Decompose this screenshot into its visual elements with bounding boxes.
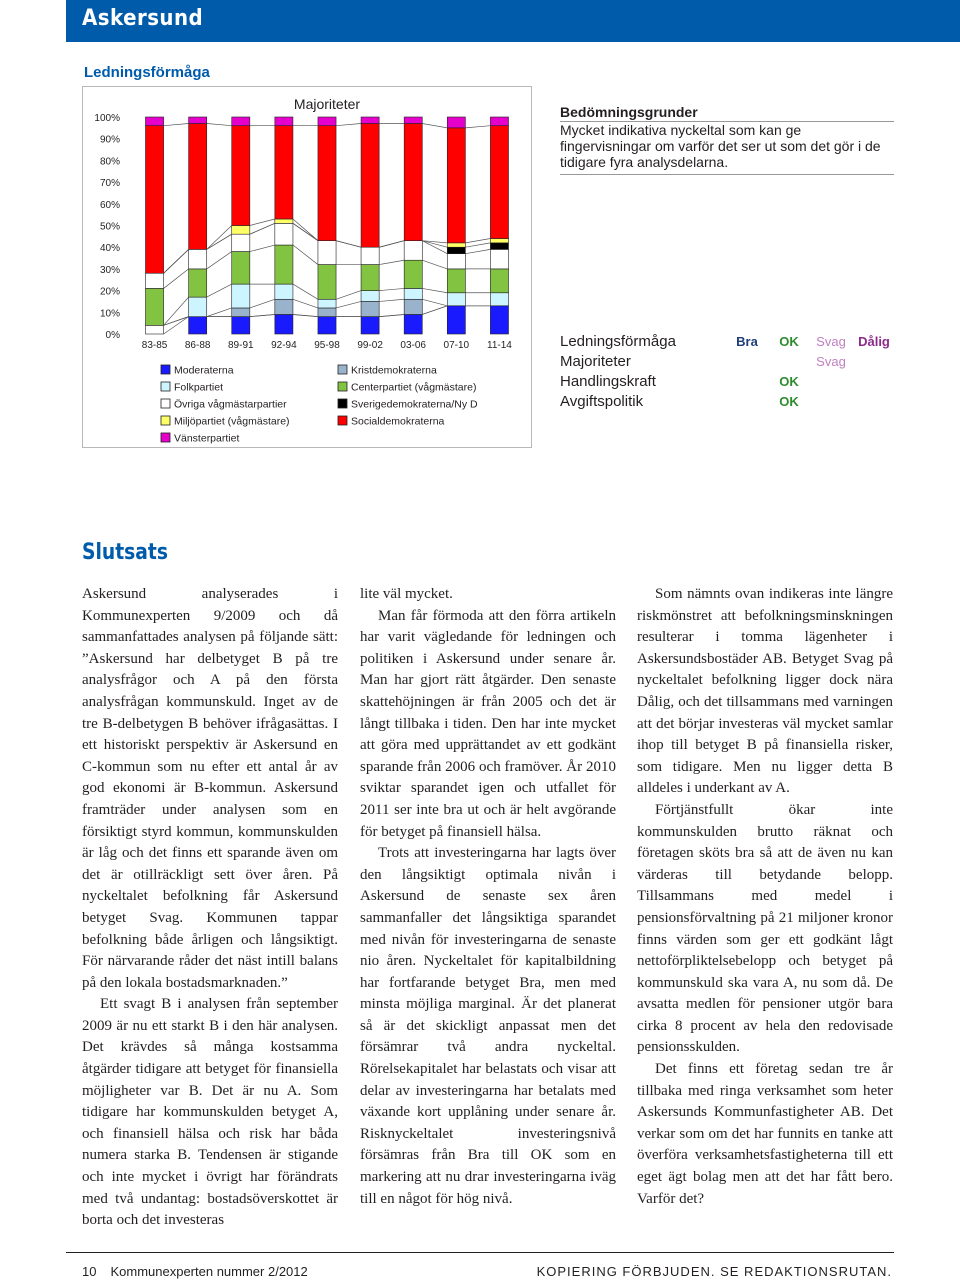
paragraph: Man får förmoda att den förra artikeln har varit vägledande för ledningen och politiken i Askersund under senare år. Man har gjort rätt åtgärder. Den senaste skattehöjningen är från 2005 och det är långt tillbaka i tiden. Den har inte mycket att göra med upprättandet av ett godkänt sparande från 2006 och framöver. År 2010 sviktar sparandet igen och utfallet för 2011 ser inte bra ut och är helt avgörande för betyget på finansiell hälsa. <box>360 607 616 840</box>
bar-segment <box>189 249 207 269</box>
series-connector <box>379 288 404 290</box>
bar-segment <box>189 269 207 297</box>
bar-segment <box>275 299 293 314</box>
series-connector <box>250 314 275 316</box>
series-connector <box>379 241 404 248</box>
legend-label: Moderaterna <box>174 364 234 377</box>
section-label: Ledningsförmåga <box>84 64 210 81</box>
bar-segment <box>361 124 379 248</box>
y-tick-label: 70% <box>99 178 120 190</box>
series-connector <box>164 317 189 334</box>
legend-label: Vänsterpartiet <box>174 432 240 445</box>
publication-name: Kommunexperten nummer 2/2012 <box>110 1264 308 1279</box>
grade-dalig: Dålig <box>858 333 890 349</box>
legend-swatch <box>338 399 347 408</box>
bar-segment <box>146 273 164 288</box>
grade-svag: Svag <box>816 333 846 349</box>
bar-segment <box>275 219 293 223</box>
y-tick-label: 10% <box>99 308 120 320</box>
majority-chart <box>83 87 531 447</box>
rating-cell-bra <box>725 371 769 391</box>
y-tick-label: 0% <box>105 330 120 341</box>
series-connector <box>250 219 275 226</box>
bar-segment <box>146 288 164 325</box>
bar-segment <box>490 306 508 334</box>
bar-segment <box>275 284 293 299</box>
text-column-3 <box>637 584 893 1210</box>
bar-segment <box>404 299 422 314</box>
bar-segment <box>146 325 164 334</box>
series-connector <box>250 223 275 234</box>
conclusion-heading: Slutsats <box>82 540 168 565</box>
assessment-text: Mycket indikativa nyckeltal som kan ge fingervisningar om varför det ser ut som det gör i de tidigare fyra analysdelarna. <box>560 122 881 170</box>
x-tick-label: 95-98 <box>314 340 340 351</box>
x-tick-label: 89-91 <box>227 340 254 351</box>
legend-swatch <box>161 382 170 391</box>
page-number: 10 <box>82 1264 97 1279</box>
x-tick-label: 99-02 <box>357 340 383 351</box>
x-tick-label: 03-06 <box>400 340 427 351</box>
bar-segment <box>404 260 422 288</box>
legend-swatch <box>338 416 347 425</box>
series-connector <box>465 239 490 243</box>
y-tick-label: 60% <box>99 199 120 211</box>
legend-swatch <box>161 399 170 408</box>
bar-segment <box>361 117 379 124</box>
bar-segment <box>490 269 508 293</box>
series-connector <box>379 260 404 264</box>
series-connector <box>422 306 447 315</box>
footer-rule <box>66 1252 894 1253</box>
x-tick-label: 92-94 <box>271 340 297 351</box>
rating-table <box>560 331 895 411</box>
series-connector <box>422 299 447 306</box>
bar-segment <box>447 306 465 334</box>
rating-cell-ok <box>769 351 809 371</box>
page-title: Askersund <box>82 6 204 31</box>
rating-cell-svag <box>809 391 853 411</box>
legend-swatch <box>338 382 347 391</box>
rating-cell-ok: OK <box>779 373 799 389</box>
series-connector <box>164 269 189 289</box>
series-connector <box>293 299 318 308</box>
rating-row-label: Avgiftspolitik <box>560 392 644 410</box>
grade-ok: OK <box>779 333 799 349</box>
legend-label: Övriga vågmästarpartier <box>174 398 287 411</box>
series-connector <box>379 314 404 316</box>
bar-segment <box>189 124 207 250</box>
bar-segment <box>490 239 508 243</box>
series-connector <box>336 301 361 308</box>
y-tick-label: 50% <box>99 221 120 233</box>
rating-category: Ledningsförmåga <box>560 332 676 350</box>
series-connector <box>207 284 232 297</box>
legend-swatch <box>161 416 170 425</box>
legend-label: Folkpartiet <box>174 381 224 394</box>
bar-segment <box>361 301 379 316</box>
series-connector <box>293 223 318 240</box>
rating-row-handlingskraft <box>560 371 895 391</box>
legend-swatch <box>161 365 170 374</box>
rating-row-label: Handlingskraft <box>560 372 656 390</box>
paragraph: Som nämnts ovan indikeras inte längre riskmönstret att befolkningsminskningen resulterar i tomma lägenheter i Askersundsbostäder AB. Betyget Svag på nyckeltalet befolkning ligger dock nära Dålig, och det tillsammans med varningen att det börjar investeras väl mycket samlar ihop till betyget B på finansiella risker, som tidigare. Men nu ligger detta B alldeles i underkant av A. <box>637 586 893 797</box>
paragraph: Förtjänstfullt ökar inte kommunskulden brutto räknat och företagen sköts bra så att de även nu kan värderas till betydande belopp. Tillsammans med medel i pensionsförvaltning på 21 miljoner kronor finns värden som ger ett godkänt lågt nettoförpliktelsebelopp och betyget på kommunskuld ska vara A, nu som då. De avsatta medlen för pensioner utgör bara cirka 8 procent av hela den redovisade pensionsskulden. <box>637 801 893 1056</box>
legend-label: Kristdemokraterna <box>351 364 437 377</box>
bar-segment <box>318 265 336 300</box>
series-connector <box>465 126 490 128</box>
rating-cell-dalig <box>853 351 895 371</box>
rating-row-majoriteter <box>560 351 895 371</box>
bar-segment <box>146 117 164 126</box>
chart-box <box>82 86 532 448</box>
series-connector <box>164 249 189 273</box>
bar-segment <box>232 117 250 126</box>
assessment-box <box>560 104 894 175</box>
bar-segment <box>447 254 465 269</box>
bar-segment <box>275 117 293 126</box>
series-connector <box>293 314 318 316</box>
rating-cell-svag <box>809 371 853 391</box>
bar-segment <box>490 126 508 239</box>
assessment-title: Bedömningsgrunder <box>560 104 698 120</box>
rating-cell-svag: Svag <box>816 353 846 369</box>
bar-segment <box>361 317 379 334</box>
series-connector <box>293 219 318 241</box>
bar-segment <box>189 117 207 124</box>
bar-segment <box>318 126 336 241</box>
legend-swatch <box>338 365 347 374</box>
grade-bra: Bra <box>736 333 758 349</box>
rating-cell-bra <box>725 351 769 371</box>
rating-cell-dalig <box>853 391 895 411</box>
series-connector <box>207 226 232 250</box>
bar-segment <box>318 241 336 265</box>
bar-segment <box>275 126 293 219</box>
series-connector <box>164 124 189 126</box>
series-connector <box>336 241 361 248</box>
bar-segment <box>447 269 465 293</box>
bar-segment <box>404 124 422 241</box>
legend-swatch <box>161 433 170 442</box>
paragraph: Ett svagt B i analysen från september 2009 är nu ett starkt B i den här analysen. Det krävdes så många kostsamma åtgärder tidigare att betyget för finansiella möjligheter var B. Det är nu A. Som tidigare har kommunskulden betyget A, och finansiell hälsa och risk har båda numera starka B. Tendensen är stigande och inte mycket i övrigt har förändrats med två undantag: bostadsöverskottet är borta och det investeras <box>82 996 338 1229</box>
x-tick-label: 83-85 <box>141 340 168 351</box>
x-tick-label: 07-10 <box>443 340 470 351</box>
bar-segment <box>361 291 379 302</box>
bar-segment <box>275 245 293 284</box>
series-connector <box>422 260 447 269</box>
series-connector <box>465 249 490 253</box>
paragraph: Det finns ett företag sedan tre år tillbaka med ringa verksamhet som heter Askersunds Kommunfastigheter AB. Det verkar som om det har funnits en tanke att överföra verksamhetsfastigheterna till ett eget ägt bolag men att det har fått bero. Varför det? <box>637 1061 893 1207</box>
rating-cell-bra <box>725 391 769 411</box>
bar-segment <box>189 317 207 334</box>
series-connector <box>422 288 447 292</box>
bar-segment <box>490 293 508 306</box>
y-tick-label: 80% <box>99 156 120 168</box>
series-connector <box>207 124 232 126</box>
rating-cell-ok: OK <box>779 393 799 409</box>
series-connector <box>250 299 275 308</box>
bar-segment <box>447 293 465 306</box>
bar-segment <box>232 126 250 226</box>
series-connector <box>207 234 232 249</box>
bar-segment <box>404 241 422 261</box>
legend-label: Miljöpartiet (vågmästare) <box>174 415 290 428</box>
bar-segment <box>404 314 422 334</box>
rating-header-row <box>560 331 895 351</box>
series-connector <box>293 284 318 299</box>
series-connector <box>336 291 361 300</box>
bar-segment <box>447 128 465 243</box>
y-tick-label: 40% <box>99 243 120 255</box>
series-connector <box>336 124 361 126</box>
rating-cell-dalig <box>853 371 895 391</box>
series-connector <box>250 245 275 252</box>
assessment-rule-bottom <box>560 174 894 175</box>
bar-segment <box>318 317 336 334</box>
bar-segment <box>404 117 422 124</box>
paragraph: Askersund analyserades i Kommunexperten 9/2009 och då sammanfattades analysen på följande sätt: ”Askersund har delbetyget B på tre analysfrågor och A på den första analysfrågan kommunskuld. Inget av de tre B-delbetygen B behöver ifrågasättas. I ett historiskt perspektiv är Askersund en C-kommun som nu efter ett antal år av god ekonomi är B-kommun. Askersund framträder under analysen som en försiktigt styrd kommun, kommunskulden är låg och det finns ett sparande även om det är otillräckligt sett över åren. På nyckeltalet befolkning får Askersund betyget Svag. Kommunen tappar befolkning både årligen och långsiktigt. För närvarande råder det näst intill balans på den lokala bostadsmarknaden.” <box>82 586 338 991</box>
legend-label: Sverigedemokraterna/Ny D <box>351 398 478 411</box>
bar-segment <box>232 226 250 235</box>
bar-segment <box>318 299 336 308</box>
bar-segment <box>275 223 293 245</box>
series-connector <box>422 124 447 128</box>
paragraph: Trots att investeringarna har lagts över den långsiktigt optimala nivån i Askersund de senaste sex åren sammanfaller det långsiktiga sparandet med nivån för investeringarna de senaste nio åren. Nyckeltalet för kapitalbildning har fortfarande betyget Bra, men med minsta möjliga marginal. Är det planerat så är det skickligt anpassat men det försämrar två andra nyckeltal. Rörelsekapitalet har belastats och visar att delar av investeringarna har betalats med växande kort upplåning under senare år. Risknyckeltalet investeringsnivå försämras från Bra till OK som en markering att nu drar investeringarna iväg till en något för hög nivå. <box>360 845 616 1207</box>
text-column-2 <box>360 584 616 1210</box>
legend-label: Socialdemokraterna <box>351 415 445 428</box>
y-tick-label: 90% <box>99 134 120 146</box>
bar-segment <box>275 314 293 334</box>
bar-segment <box>404 288 422 299</box>
chart-title: Majoriteter <box>293 96 361 112</box>
bar-segment <box>490 249 508 269</box>
y-tick-label: 30% <box>99 264 120 276</box>
series-connector <box>207 308 232 317</box>
bar-segment <box>232 284 250 308</box>
bar-segment <box>232 252 250 285</box>
bar-segment <box>232 234 250 251</box>
bar-segment <box>447 117 465 128</box>
copyright-notice: KOPIERING FÖRBJUDEN. SE REDAKTIONSRUTAN. <box>536 1264 892 1279</box>
series-connector <box>465 243 490 247</box>
bar-segment <box>490 117 508 126</box>
series-connector <box>207 252 232 269</box>
bar-segment <box>146 126 164 274</box>
bar-segment <box>447 247 465 254</box>
series-connector <box>293 245 318 265</box>
bar-segment <box>361 265 379 291</box>
bar-segment <box>361 247 379 264</box>
series-connector <box>379 299 404 301</box>
footer-left <box>82 1264 308 1279</box>
bar-segment <box>232 317 250 334</box>
bar-segment <box>318 117 336 126</box>
text-column-1 <box>82 584 338 1232</box>
bar-segment <box>447 243 465 247</box>
y-tick-label: 20% <box>99 286 120 298</box>
y-tick-label: 100% <box>94 113 120 124</box>
x-tick-label: 11-14 <box>487 340 512 351</box>
rating-row-label: Majoriteter <box>560 352 631 370</box>
rating-row-avgiftspolitik <box>560 391 895 411</box>
legend-label: Centerpartiet (vågmästare) <box>351 381 477 394</box>
bar-segment <box>490 243 508 250</box>
bar-segment <box>318 308 336 317</box>
x-tick-label: 86-88 <box>184 340 211 351</box>
bar-segment <box>232 308 250 317</box>
bar-segment <box>189 297 207 317</box>
paragraph: lite väl mycket. <box>360 586 453 602</box>
